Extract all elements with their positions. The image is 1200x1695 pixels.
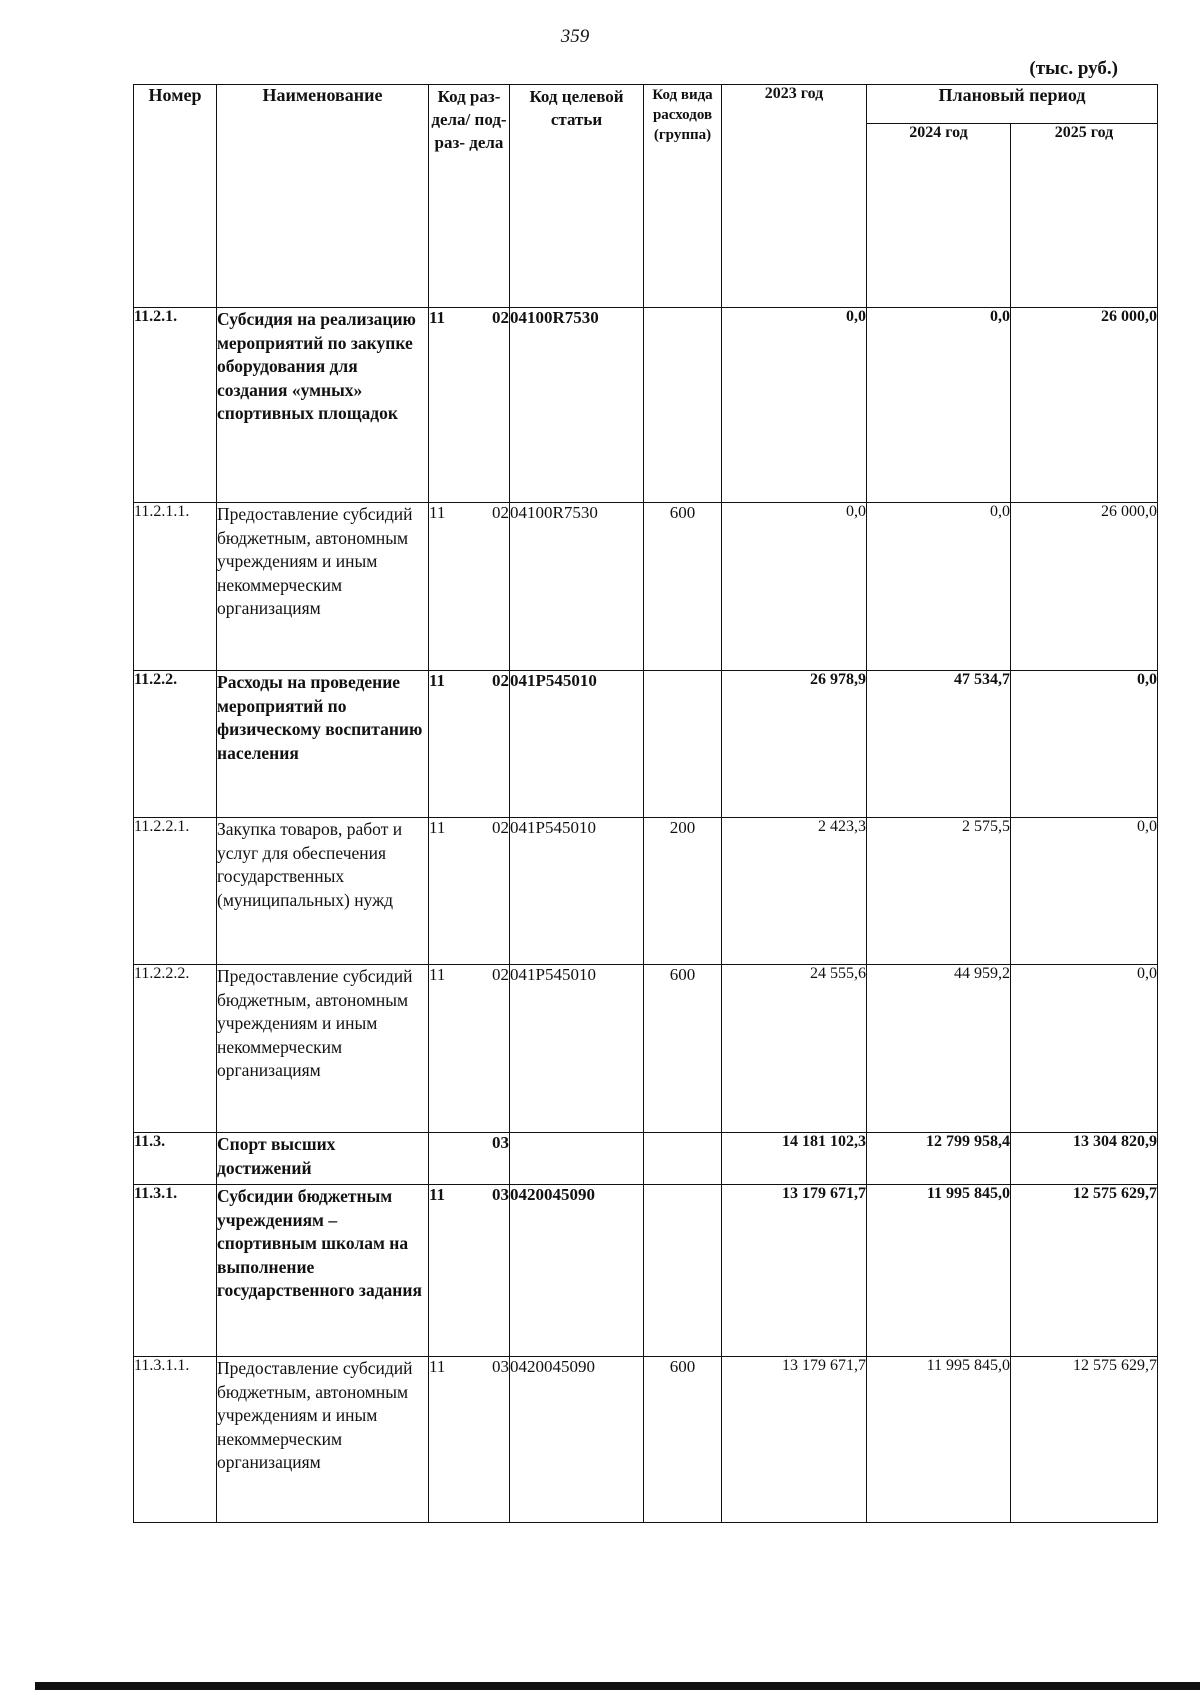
table-row bbox=[134, 1185, 1158, 1357]
table-row bbox=[134, 965, 1158, 1133]
row-vid: 600 bbox=[644, 965, 722, 1133]
row-podrazdel: 03 bbox=[492, 1185, 509, 1204]
row-vid: 600 bbox=[644, 503, 722, 671]
budget-table bbox=[133, 84, 1158, 1523]
row-razdel-cell bbox=[429, 1185, 510, 1357]
table-row bbox=[134, 1357, 1158, 1523]
row-name: Закупка товаров, работ и услуг для обеспечения государственных (муниципальных) нужд bbox=[217, 818, 429, 965]
row-name: Предоставление субсидий бюджетным, автономным учреждениям и иным некоммерческим организациям bbox=[217, 965, 429, 1133]
header-2024: 2024 год bbox=[867, 124, 1011, 308]
row-statya: 041P545010 bbox=[510, 965, 644, 1133]
row-name: Предоставление субсидий бюджетным, автономным учреждениям и иным некоммерческим организациям bbox=[217, 1357, 429, 1523]
table-body bbox=[134, 308, 1158, 1523]
row-number: 11.2.2.1. bbox=[134, 818, 217, 965]
row-razdel-cell bbox=[429, 308, 510, 503]
row-value-2024: 47 534,7 bbox=[867, 671, 1011, 818]
row-razdel-cell bbox=[429, 1133, 510, 1185]
row-statya bbox=[510, 1133, 644, 1185]
row-value-2024: 0,0 bbox=[867, 503, 1011, 671]
row-value-2023: 13 179 671,7 bbox=[722, 1185, 867, 1357]
row-podrazdel: 02 bbox=[492, 818, 509, 837]
row-vid: 600 bbox=[644, 1357, 722, 1523]
table-row bbox=[134, 308, 1158, 503]
row-value-2025: 12 575 629,7 bbox=[1011, 1357, 1158, 1523]
row-number: 11.3.1.1. bbox=[134, 1357, 217, 1523]
row-value-2025: 0,0 bbox=[1011, 818, 1158, 965]
row-vid bbox=[644, 1133, 722, 1185]
row-razdel: 11 bbox=[429, 818, 446, 837]
row-number: 11.2.1. bbox=[134, 308, 217, 503]
header-2023: 2023 год bbox=[722, 85, 867, 308]
row-razdel-cell bbox=[429, 818, 510, 965]
header-vid: Код вида расходов (группа) bbox=[644, 85, 722, 308]
row-statya: 041P545010 bbox=[510, 671, 644, 818]
row-value-2023: 26 978,9 bbox=[722, 671, 867, 818]
row-value-2024: 44 959,2 bbox=[867, 965, 1011, 1133]
row-value-2025: 13 304 820,9 bbox=[1011, 1133, 1158, 1185]
row-razdel: 11 bbox=[429, 965, 446, 984]
table-row bbox=[134, 671, 1158, 818]
table-row bbox=[134, 1133, 1158, 1185]
row-statya: 041P545010 bbox=[510, 818, 644, 965]
row-value-2025: 26 000,0 bbox=[1011, 308, 1158, 503]
row-value-2024: 11 995 845,0 bbox=[867, 1357, 1011, 1523]
row-value-2023: 24 555,6 bbox=[722, 965, 867, 1133]
row-value-2024: 12 799 958,4 bbox=[867, 1133, 1011, 1185]
row-vid bbox=[644, 308, 722, 503]
header-2025: 2025 год bbox=[1011, 124, 1158, 308]
row-number: 11.3. bbox=[134, 1133, 217, 1185]
row-value-2023: 0,0 bbox=[722, 503, 867, 671]
row-value-2025: 0,0 bbox=[1011, 965, 1158, 1133]
row-value-2023: 13 179 671,7 bbox=[722, 1357, 867, 1523]
row-number: 11.2.1.1. bbox=[134, 503, 217, 671]
row-podrazdel: 03 bbox=[492, 1133, 509, 1152]
row-value-2024: 11 995 845,0 bbox=[867, 1185, 1011, 1357]
row-razdel: 11 bbox=[429, 1357, 446, 1376]
row-value-2023: 2 423,3 bbox=[722, 818, 867, 965]
footer-rule bbox=[35, 1682, 1200, 1690]
row-name: Субсидия на реализацию мероприятий по закупке оборудования для создания «умных» спортивных площадок bbox=[217, 308, 429, 503]
row-number: 11.2.2.2. bbox=[134, 965, 217, 1133]
units-label: (тыс. руб.) bbox=[1029, 58, 1118, 79]
row-vid bbox=[644, 1185, 722, 1357]
row-value-2023: 0,0 bbox=[722, 308, 867, 503]
row-value-2023: 14 181 102,3 bbox=[722, 1133, 867, 1185]
row-razdel: 11 bbox=[429, 503, 446, 522]
row-vid bbox=[644, 671, 722, 818]
header-number: Номер bbox=[134, 85, 217, 308]
row-statya: 0420045090 bbox=[510, 1185, 644, 1357]
row-name: Спорт высших достижений bbox=[217, 1133, 429, 1185]
table-row bbox=[134, 503, 1158, 671]
row-podrazdel: 03 bbox=[492, 1357, 509, 1376]
row-razdel-cell bbox=[429, 1357, 510, 1523]
row-statya: 04100R7530 bbox=[510, 308, 644, 503]
row-podrazdel: 02 bbox=[492, 503, 509, 522]
row-razdel: 11 bbox=[429, 671, 446, 690]
header-razdel: Код раз- дела/ под- раз- дела bbox=[429, 85, 510, 308]
row-number: 11.2.2. bbox=[134, 671, 217, 818]
row-statya: 0420045090 bbox=[510, 1357, 644, 1523]
row-razdel: 11 bbox=[429, 1185, 446, 1204]
row-name: Предоставление субсидий бюджетным, автономным учреждениям и иным некоммерческим организациям bbox=[217, 503, 429, 671]
header-statya: Код целевой статьи bbox=[510, 85, 644, 308]
row-statya: 04100R7530 bbox=[510, 503, 644, 671]
row-razdel-cell bbox=[429, 503, 510, 671]
header-plan-period: Плановый период bbox=[867, 85, 1158, 124]
row-name: Субсидии бюджетным учреждениям – спортивным школам на выполнение государственного задания bbox=[217, 1185, 429, 1357]
page-number: 359 bbox=[560, 26, 590, 47]
row-value-2025: 0,0 bbox=[1011, 671, 1158, 818]
row-razdel: 11 bbox=[429, 308, 446, 327]
row-value-2024: 2 575,5 bbox=[867, 818, 1011, 965]
row-name: Расходы на проведение мероприятий по физическому воспитанию населения bbox=[217, 671, 429, 818]
row-number: 11.3.1. bbox=[134, 1185, 217, 1357]
row-value-2024: 0,0 bbox=[867, 308, 1011, 503]
row-razdel-cell bbox=[429, 965, 510, 1133]
row-podrazdel: 02 bbox=[492, 965, 509, 984]
row-value-2025: 12 575 629,7 bbox=[1011, 1185, 1158, 1357]
row-podrazdel: 02 bbox=[492, 671, 509, 690]
row-vid: 200 bbox=[644, 818, 722, 965]
header-name: Наименование bbox=[217, 85, 429, 308]
table-row bbox=[134, 818, 1158, 965]
row-value-2025: 26 000,0 bbox=[1011, 503, 1158, 671]
row-razdel-cell bbox=[429, 671, 510, 818]
row-podrazdel: 02 bbox=[492, 308, 509, 327]
